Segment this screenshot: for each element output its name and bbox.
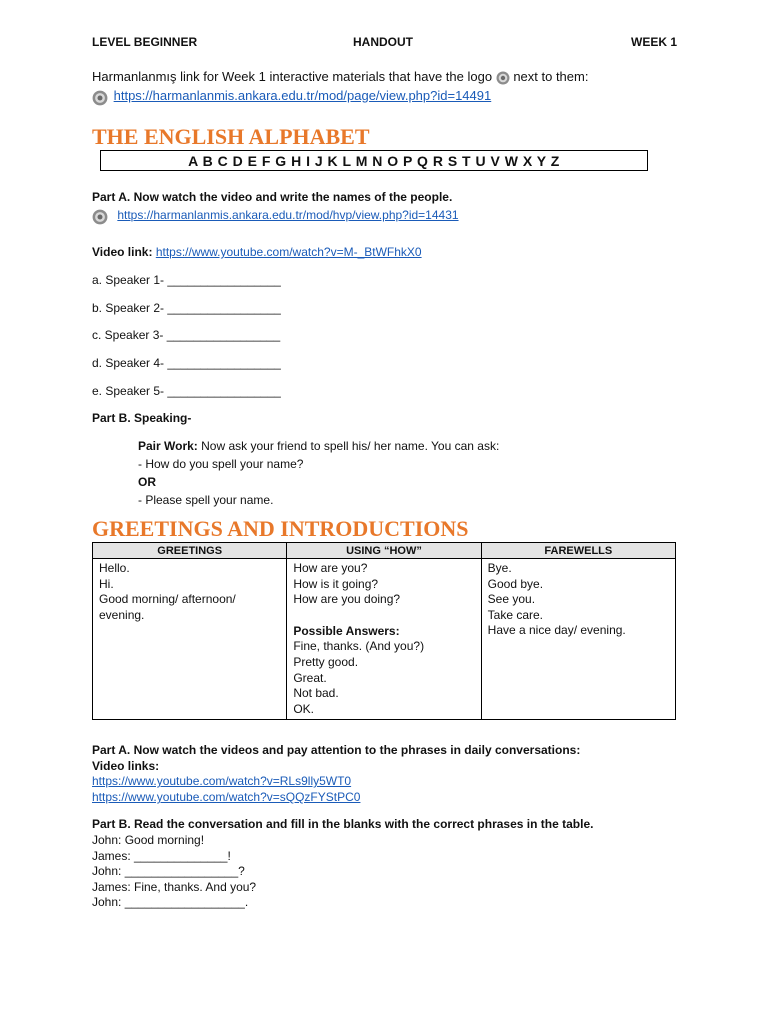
table-header: FAREWELLS [481,543,675,559]
video-link-2[interactable]: https://www.youtube.com/watch?v=sQQzFYStPC0 [92,790,361,804]
dialogue-line: James: Fine, thanks. And you? [92,880,257,894]
possible-answers-label: Possible Answers: [293,623,400,638]
video-link-line [92,245,422,260]
moodle-logo-icon [92,90,106,104]
list-item: Pretty good. [293,654,359,669]
intro-link-line [92,88,491,104]
part-a2-heading: Part A. Now watch the videos and pay attention to the phrases in daily conversations: [92,743,581,757]
list-item: Great. [293,670,327,685]
intro-text: Harmanlanmış link for Week 1 interactive materials that have the logo [92,69,493,84]
speaker-line: e. Speaker 5- _________________ [92,384,281,398]
video-link-label: Video link: [92,245,153,259]
greetings-cell [93,559,287,720]
list-item: evening. [99,607,145,622]
pair-work-label: Pair Work: [138,439,198,453]
list-item: Bye. [487,561,512,575]
header-week: WEEK 1 [631,35,678,49]
farewells-cell [481,559,675,720]
dialogue-line: James: ______________! [92,849,231,863]
list-item: How are you doing? [293,592,401,607]
video-links-label: Video links: [92,759,160,773]
alphabet-box: A B C D E F G H I J K L M N O P Q R S T U V W X Y Z [100,150,648,171]
list-item: How is it going? [293,576,379,591]
list-item: OK. [293,701,314,716]
intro-line [92,69,588,85]
header-level: LEVEL BEGINNER [92,35,198,49]
list-item: How are you? [293,561,368,575]
pair-work-text: Now ask your friend to spell his/ her name. You can ask: [201,439,500,453]
intro-link[interactable]: https://harmanlanmis.ankara.edu.tr/mod/page/view.php?id=14491 [113,88,492,103]
speaker-line: b. Speaker 2- _________________ [92,301,281,315]
dialogue-line: John: Good morning! [92,833,205,847]
part-a-link-line [92,208,459,223]
header-handout: HANDOUT [353,35,413,49]
alphabet-title: THE ENGLISH ALPHABET [92,124,370,149]
moodle-logo-icon [92,209,106,223]
greetings-title: GREETINGS AND INTRODUCTIONS [92,516,469,541]
speaker-line: d. Speaker 4- _________________ [92,356,281,370]
table-header: USING “HOW” [287,543,481,559]
list-item: Not bad. [293,686,339,701]
list-item: See you. [487,592,536,607]
or-text: OR [138,475,156,489]
list-item: Fine, thanks. (And you?) [293,639,425,654]
question-2: - Please spell your name. [138,493,274,507]
video-link-1[interactable]: https://www.youtube.com/watch?v=RLs9lly5WT0 [92,774,352,788]
video-link[interactable]: https://www.youtube.com/watch?v=M-_BtWFhkX0 [155,245,422,259]
dialogue-line: John: _________________? [92,864,245,878]
pair-work-line [138,439,499,454]
list-item: Take care. [487,607,544,622]
speaker-line: a. Speaker 1- _________________ [92,273,281,287]
dialogue-line: John: __________________. [92,895,249,909]
list-item: Have a nice day/ evening. [487,623,626,638]
intro-text-after: next to them: [513,69,589,84]
list-item: Good bye. [487,576,544,591]
list-item: Hello. [99,561,130,575]
question-1: - How do you spell your name? [138,457,304,471]
part-a-link[interactable]: https://harmanlanmis.ankara.edu.tr/mod/hvp/view.php?id=14431 [117,208,459,222]
greetings-table [92,542,676,720]
speaker-line: c. Speaker 3- _________________ [92,328,281,342]
part-a-heading: Part A. Now watch the video and write the names of the people. [92,190,453,204]
part-b-heading: Part B. Speaking- [92,411,192,425]
moodle-logo-icon [496,71,510,85]
part-b2-heading: Part B. Read the conversation and fill in the blanks with the correct phrases in the table. [92,817,594,831]
how-cell [287,559,481,720]
list-item: Good morning/ afternoon/ [99,592,236,607]
table-header: GREETINGS [93,543,287,559]
list-item: Hi. [99,576,114,591]
